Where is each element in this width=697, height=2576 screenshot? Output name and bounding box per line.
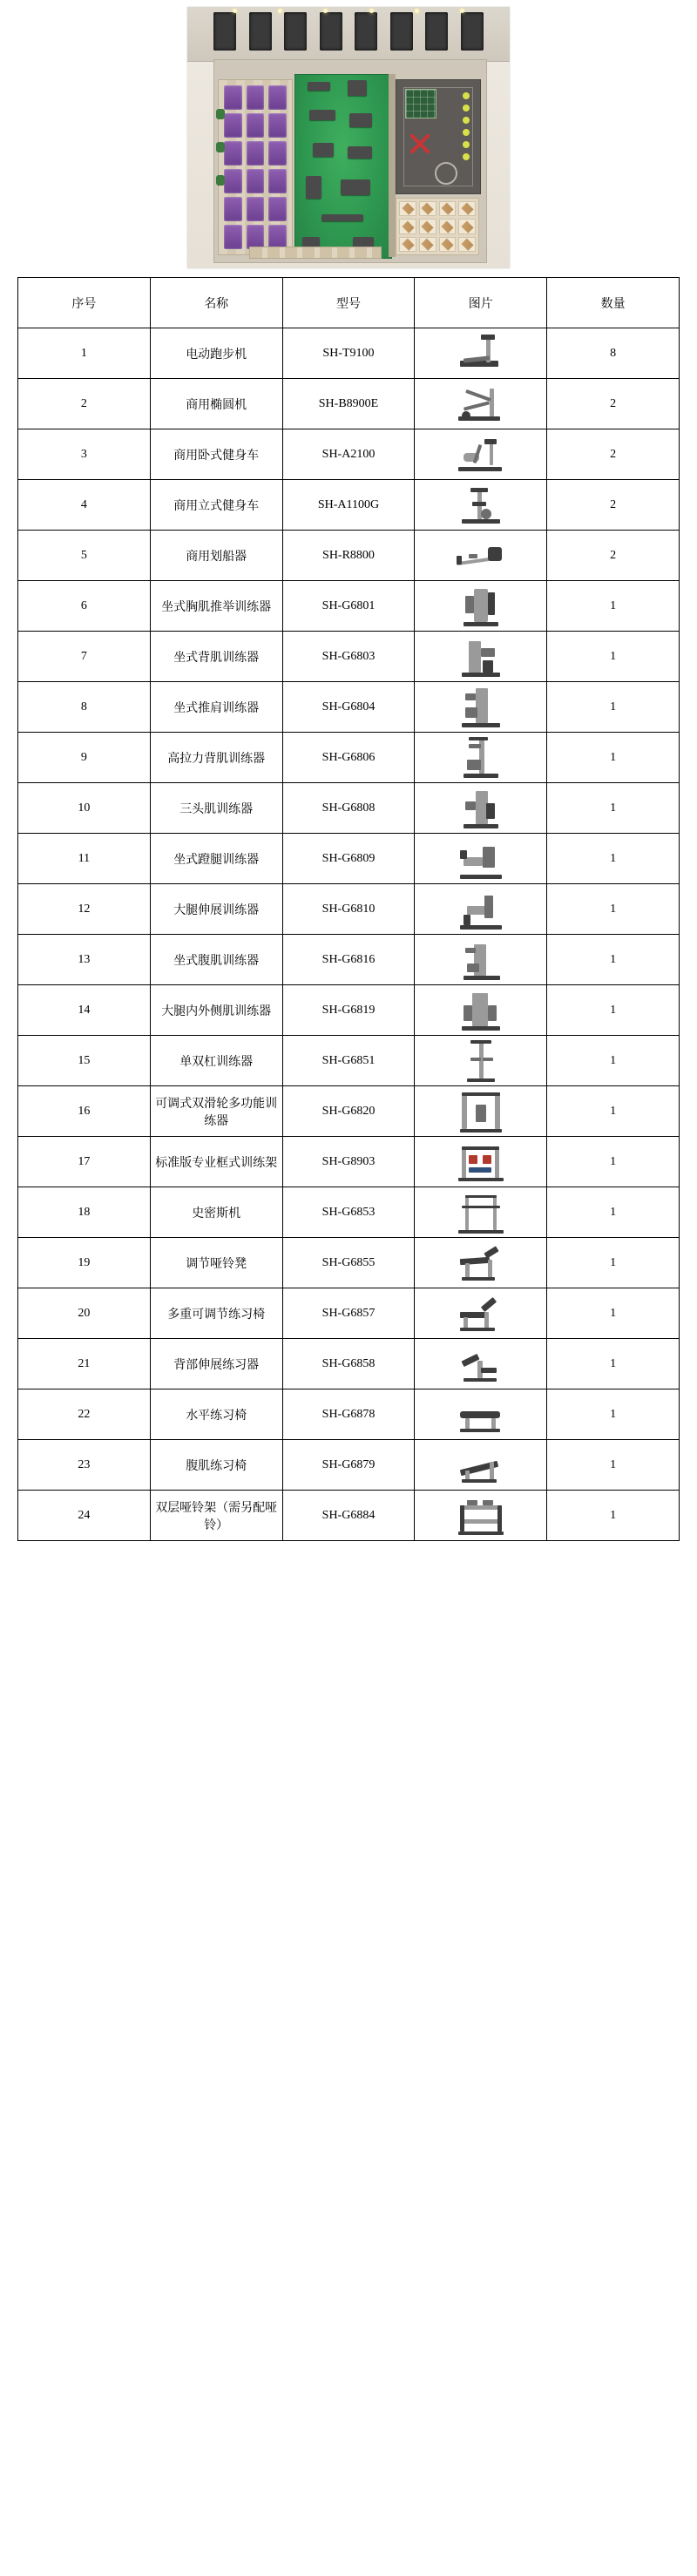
table-row: [18, 1086, 680, 1137]
page-bottom-spacer: [0, 1550, 697, 1558]
floor-tile: [399, 219, 416, 233]
floor-tile: [458, 237, 476, 252]
ceiling-lamp-icon: [233, 9, 237, 13]
zone-green-turf-training-area: [294, 74, 392, 259]
cell-index: 17: [18, 1137, 151, 1187]
table-header-row: [18, 278, 680, 328]
cell-quantity: 1: [547, 1440, 680, 1491]
ceiling-beam: [320, 12, 342, 51]
table-row: [18, 1491, 680, 1541]
cell-quantity: 1: [547, 1491, 680, 1541]
turf-equipment: [313, 143, 334, 157]
floor-plan-figure: [0, 0, 697, 274]
equipment-table: [17, 277, 680, 1541]
cell-quantity: 1: [547, 682, 680, 733]
court-x-marker-icon: [410, 134, 430, 153]
ceiling-lamp-icon: [323, 9, 328, 13]
cell-quantity: 1: [547, 783, 680, 834]
rowing-machine-icon: [455, 533, 507, 578]
cell-model: SH-G6810: [282, 884, 415, 935]
table-row: [18, 1036, 680, 1086]
cell-name: 坐式腹肌训练器: [150, 935, 282, 985]
machine-unit: [224, 197, 242, 221]
cell-picture: [415, 379, 547, 429]
cell-quantity: 1: [547, 733, 680, 783]
cell-quantity: 2: [547, 379, 680, 429]
flat-bench-icon: [455, 1392, 507, 1437]
cell-index: 21: [18, 1339, 151, 1389]
turf-equipment: [306, 176, 321, 199]
zone-tiled-lounge-area: [396, 198, 479, 255]
power-rack-icon: [455, 1139, 507, 1185]
cell-picture: [415, 1288, 547, 1339]
cell-picture: [415, 1238, 547, 1288]
table-row: [18, 429, 680, 480]
cell-picture: [415, 985, 547, 1036]
chest-press-icon: [455, 584, 507, 629]
cell-model: SH-R8800: [282, 531, 415, 581]
cell-index: 12: [18, 884, 151, 935]
dip-chin-station-icon: [455, 1038, 507, 1084]
floor-tile: [439, 201, 457, 216]
cell-name: 商用卧式健身车: [150, 429, 282, 480]
machine-unit: [224, 113, 242, 138]
ceiling-beam: [461, 12, 484, 51]
ceiling-beam: [249, 12, 272, 51]
back-extension-icon: [455, 1342, 507, 1387]
cell-name: 坐式背肌训练器: [150, 632, 282, 682]
machine-unit: [268, 113, 287, 138]
cell-name: 坐式蹬腿训练器: [150, 834, 282, 884]
cell-index: 10: [18, 783, 151, 834]
court-circle-marker-icon: [435, 162, 457, 185]
cell-picture: [415, 1339, 547, 1389]
cell-name: 高拉力背肌训练器: [150, 733, 282, 783]
cell-picture: [415, 1187, 547, 1238]
cell-name: 标准版专业框式训练架: [150, 1137, 282, 1187]
table-row: [18, 884, 680, 935]
cell-picture: [415, 1137, 547, 1187]
table-row: [18, 632, 680, 682]
cell-quantity: 1: [547, 1238, 680, 1288]
table-row: [18, 1440, 680, 1491]
cell-picture: [415, 1491, 547, 1541]
cell-picture: [415, 783, 547, 834]
ab-bench-icon: [455, 1443, 507, 1488]
cell-picture: [415, 1389, 547, 1440]
machine-unit: [247, 85, 265, 110]
machine-unit: [247, 141, 265, 166]
cell-model: SH-G6820: [282, 1086, 415, 1137]
purple-machine-grid: [224, 85, 287, 249]
machine-unit: [268, 169, 287, 193]
plan-room: [213, 59, 487, 263]
court-light-dots: [463, 92, 470, 160]
ceiling-beam: [213, 12, 236, 51]
cell-index: 15: [18, 1036, 151, 1086]
cell-index: 6: [18, 581, 151, 632]
cell-index: 19: [18, 1238, 151, 1288]
floor-tile: [419, 237, 436, 252]
floor-tile: [439, 237, 457, 252]
cell-index: 3: [18, 429, 151, 480]
table-row: [18, 531, 680, 581]
cell-model: SH-A1100G: [282, 480, 415, 531]
cell-picture: [415, 581, 547, 632]
machine-unit: [268, 141, 287, 166]
abdominal-machine-icon: [455, 937, 507, 983]
cell-name: 大腿伸展训练器: [150, 884, 282, 935]
cable-crossover-icon: [455, 1089, 507, 1134]
cell-name: 坐式胸肌推举训练器: [150, 581, 282, 632]
turf-equipment: [308, 82, 330, 91]
turf-equipment: [348, 80, 367, 96]
cell-name: 大腿内外侧肌训练器: [150, 985, 282, 1036]
court-wall-panel: [405, 89, 436, 118]
cell-index: 8: [18, 682, 151, 733]
cell-index: 24: [18, 1491, 151, 1541]
cell-index: 23: [18, 1440, 151, 1491]
machine-unit: [268, 197, 287, 221]
turf-equipment: [341, 179, 370, 195]
cell-name: 坐式推肩训练器: [150, 682, 282, 733]
cell-model: SH-A2100: [282, 429, 415, 480]
machine-unit: [224, 141, 242, 166]
plan-lamp-row: [212, 9, 485, 17]
cell-picture: [415, 733, 547, 783]
table-row: [18, 1137, 680, 1187]
cell-quantity: 1: [547, 581, 680, 632]
cell-model: SH-G6808: [282, 783, 415, 834]
recumbent-bike-icon: [455, 432, 507, 477]
cell-picture: [415, 328, 547, 379]
smith-machine-icon: [455, 1190, 507, 1235]
header-index: 序号: [18, 278, 151, 328]
cell-index: 9: [18, 733, 151, 783]
cell-picture: [415, 935, 547, 985]
cell-model: SH-G6884: [282, 1491, 415, 1541]
cell-name: 多重可调节练习椅: [150, 1288, 282, 1339]
zone-locker-machine-area: [218, 79, 293, 255]
cell-model: SH-G6809: [282, 834, 415, 884]
cell-index: 16: [18, 1086, 151, 1137]
ceiling-beam: [425, 12, 448, 51]
cell-picture: [415, 632, 547, 682]
cell-picture: [415, 480, 547, 531]
cell-picture: [415, 531, 547, 581]
cell-index: 2: [18, 379, 151, 429]
plan-plants: [216, 109, 225, 208]
lat-pulldown-icon: [455, 735, 507, 781]
seated-row-icon: [455, 634, 507, 679]
cell-quantity: 1: [547, 1036, 680, 1086]
table-row: [18, 733, 680, 783]
cell-quantity: 2: [547, 480, 680, 531]
floor-tile: [399, 237, 416, 252]
cell-quantity: 1: [547, 884, 680, 935]
cell-name: 三头肌训练器: [150, 783, 282, 834]
cell-index: 5: [18, 531, 151, 581]
cell-index: 22: [18, 1389, 151, 1440]
gym-floor-plan-image: [187, 7, 510, 268]
cell-model: SH-G6804: [282, 682, 415, 733]
cell-model: SH-G6879: [282, 1440, 415, 1491]
header-picture: 图片: [415, 278, 547, 328]
machine-unit: [268, 225, 287, 249]
machine-unit: [224, 169, 242, 193]
ceiling-beam: [390, 12, 413, 51]
cell-name: 商用立式健身车: [150, 480, 282, 531]
turf-equipment: [309, 110, 335, 120]
header-quantity: 数量: [547, 278, 680, 328]
table-row: [18, 1288, 680, 1339]
cell-index: 14: [18, 985, 151, 1036]
leg-extension-icon: [455, 887, 507, 932]
cell-picture: [415, 884, 547, 935]
ceiling-lamp-icon: [415, 9, 419, 13]
light-dot-icon: [463, 92, 470, 99]
multi-adjust-bench-icon: [455, 1291, 507, 1336]
cell-picture: [415, 1440, 547, 1491]
cell-model: SH-T9100: [282, 328, 415, 379]
ceiling-beam: [284, 12, 307, 51]
floor-tile: [419, 219, 436, 233]
table-row: [18, 1187, 680, 1238]
header-name: 名称: [150, 278, 282, 328]
ceiling-lamp-icon: [460, 9, 464, 13]
table-row: [18, 1238, 680, 1288]
turf-equipment: [321, 214, 363, 221]
cell-quantity: 2: [547, 531, 680, 581]
cell-model: SH-G6855: [282, 1238, 415, 1288]
light-dot-icon: [463, 129, 470, 136]
cell-model: SH-G8903: [282, 1137, 415, 1187]
cell-quantity: 1: [547, 1288, 680, 1339]
cell-name: 史密斯机: [150, 1187, 282, 1238]
cell-name: 商用椭圆机: [150, 379, 282, 429]
cell-model: SH-G6801: [282, 581, 415, 632]
light-dot-icon: [463, 141, 470, 148]
cell-quantity: 1: [547, 1086, 680, 1137]
table-row: [18, 834, 680, 884]
ceiling-beam: [355, 12, 377, 51]
light-dot-icon: [463, 153, 470, 160]
cell-quantity: 1: [547, 1339, 680, 1389]
cell-model: SH-G6806: [282, 733, 415, 783]
cell-model: SH-G6803: [282, 632, 415, 682]
cell-name: 商用划船器: [150, 531, 282, 581]
machine-unit: [247, 197, 265, 221]
cell-quantity: 1: [547, 985, 680, 1036]
cell-index: 11: [18, 834, 151, 884]
cell-model: SH-G6858: [282, 1339, 415, 1389]
cell-index: 13: [18, 935, 151, 985]
cell-model: SH-G6819: [282, 985, 415, 1036]
cell-picture: [415, 1036, 547, 1086]
floor-tile: [419, 201, 436, 216]
cell-name: 水平练习椅: [150, 1389, 282, 1440]
cell-index: 1: [18, 328, 151, 379]
plan-ceiling-beams: [213, 12, 484, 56]
table-row: [18, 935, 680, 985]
cell-name: 调节哑铃凳: [150, 1238, 282, 1288]
leg-press-icon: [455, 836, 507, 882]
cell-model: SH-G6851: [282, 1036, 415, 1086]
cell-picture: [415, 682, 547, 733]
cell-name: 单双杠训练器: [150, 1036, 282, 1086]
cell-quantity: 8: [547, 328, 680, 379]
plant-icon: [216, 142, 225, 152]
cell-name: 背部伸展练习器: [150, 1339, 282, 1389]
light-dot-icon: [463, 105, 470, 112]
table-row: [18, 985, 680, 1036]
machine-unit: [247, 113, 265, 138]
plan-corridor: [389, 74, 396, 257]
table-row: [18, 328, 680, 379]
floor-tile: [439, 219, 457, 233]
cell-model: SH-G6857: [282, 1288, 415, 1339]
cell-model: SH-G6816: [282, 935, 415, 985]
table-row: [18, 783, 680, 834]
floor-tile: [399, 201, 416, 216]
cell-index: 20: [18, 1288, 151, 1339]
table-row: [18, 682, 680, 733]
plan-bench-row: [249, 247, 382, 259]
cell-quantity: 1: [547, 1137, 680, 1187]
table-row: [18, 581, 680, 632]
hip-adductor-icon: [455, 988, 507, 1033]
triceps-machine-icon: [455, 786, 507, 831]
cell-model: SH-G6853: [282, 1187, 415, 1238]
turf-equipment: [349, 113, 372, 127]
cell-name: 可调式双滑轮多功能训练器: [150, 1086, 282, 1137]
cell-index: 4: [18, 480, 151, 531]
elliptical-icon: [455, 382, 507, 427]
cell-name: 双层哑铃架（需另配哑铃）: [150, 1491, 282, 1541]
ceiling-lamp-icon: [278, 9, 282, 13]
ceiling-lamp-icon: [369, 9, 374, 13]
table-row: [18, 480, 680, 531]
light-dot-icon: [463, 117, 470, 124]
cell-model: SH-B8900E: [282, 379, 415, 429]
cell-name: 腹肌练习椅: [150, 1440, 282, 1491]
cell-picture: [415, 1086, 547, 1137]
shoulder-press-icon: [455, 685, 507, 730]
zone-dark-court-area: [396, 79, 481, 194]
cell-quantity: 1: [547, 632, 680, 682]
cell-index: 7: [18, 632, 151, 682]
machine-unit: [247, 225, 265, 249]
turf-equipment: [348, 146, 372, 159]
cell-quantity: 1: [547, 1389, 680, 1440]
cell-quantity: 1: [547, 935, 680, 985]
table-row: [18, 379, 680, 429]
adjustable-bench-icon: [455, 1241, 507, 1286]
cell-quantity: 1: [547, 834, 680, 884]
cell-model: SH-G6878: [282, 1389, 415, 1440]
cell-index: 18: [18, 1187, 151, 1238]
dumbbell-rack-icon: [455, 1493, 507, 1538]
cell-quantity: 2: [547, 429, 680, 480]
cell-picture: [415, 429, 547, 480]
machine-unit: [224, 85, 242, 110]
cell-name: 电动跑步机: [150, 328, 282, 379]
treadmill-icon: [455, 331, 507, 376]
cell-quantity: 1: [547, 1187, 680, 1238]
floor-tile: [458, 219, 476, 233]
machine-unit: [247, 169, 265, 193]
plant-icon: [216, 175, 225, 186]
table-row: [18, 1339, 680, 1389]
cell-picture: [415, 834, 547, 884]
header-model: 型号: [282, 278, 415, 328]
machine-unit: [268, 85, 287, 110]
table-row: [18, 1389, 680, 1440]
machine-unit: [224, 225, 242, 249]
plant-icon: [216, 109, 225, 119]
floor-tile: [458, 201, 476, 216]
upright-bike-icon: [455, 483, 507, 528]
